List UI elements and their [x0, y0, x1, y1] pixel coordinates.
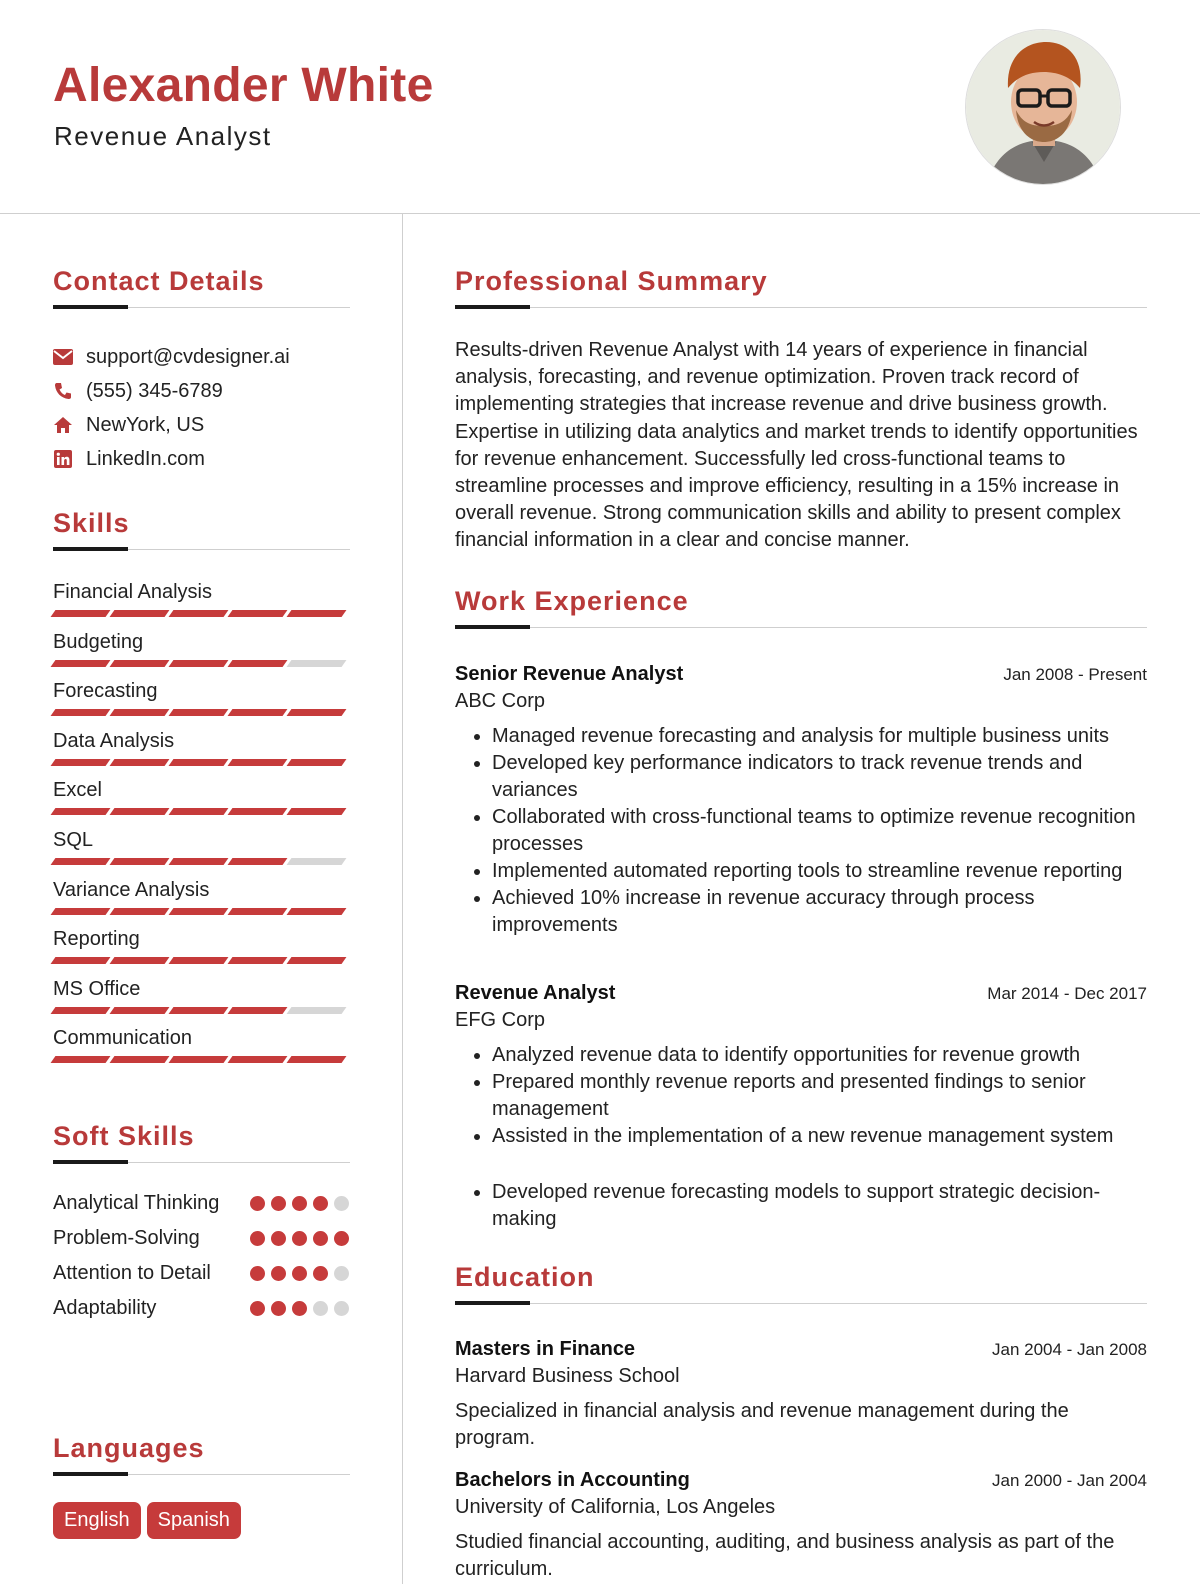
contact-linkedin-text: LinkedIn.com [86, 447, 205, 470]
skill-label: Communication [53, 1027, 192, 1050]
skill-level-segment [287, 759, 347, 766]
skill-level-segment [51, 759, 111, 766]
job-bullet: • Developed revenue forecasting models to support strategic decision-making [492, 1179, 1147, 1233]
rating-dot [292, 1231, 307, 1246]
contact-phone-text: (555) 345-6789 [86, 379, 223, 402]
skill-level-segment [51, 957, 111, 964]
skill-level-segment [287, 610, 347, 617]
skill-level-segment [228, 858, 288, 865]
skill-item [53, 925, 349, 975]
skill-item [53, 876, 349, 926]
rating-dot [271, 1266, 286, 1281]
soft-skill-item [53, 1260, 349, 1287]
job-bullet: • Collaborated with cross-functional teams to optimize revenue recognition processes [492, 804, 1147, 858]
skill-level-segment [110, 808, 170, 815]
job-company: EFG Corp [455, 1009, 546, 1031]
soft-skill-item [53, 1190, 349, 1217]
language-badge: Spanish [147, 1502, 241, 1539]
contact-heading: Contact Details [53, 266, 265, 296]
job-bullets [455, 1042, 1147, 1233]
rating-dot [313, 1266, 328, 1281]
summary-heading: Professional Summary [455, 266, 768, 296]
job-bullet: • Achieved 10% increase in revenue accuracy through process improvements [492, 885, 1147, 939]
rating-dot [334, 1301, 349, 1316]
rating-dot [271, 1301, 286, 1316]
school-name: Harvard Business School [455, 1365, 680, 1387]
skill-level-segment [110, 610, 170, 617]
job-role: Revenue Analyst [455, 982, 616, 1004]
work-heading: Work Experience [455, 586, 689, 616]
skill-level-segment [110, 957, 170, 964]
job-company: ABC Corp [455, 690, 546, 712]
skill-level-bar [53, 709, 349, 716]
soft-skills-heading: Soft Skills [53, 1121, 195, 1151]
job-bullet: • Analyzed revenue data to identify opportunities for revenue growth [492, 1042, 1147, 1069]
languages-heading-rule [53, 1474, 350, 1475]
skill-level-bar [53, 858, 349, 865]
soft-skill-label: Analytical Thinking [53, 1192, 220, 1214]
skill-level-bar [53, 660, 349, 667]
contact-location-text: NewYork, US [86, 413, 205, 436]
skills-heading-rule [53, 549, 350, 550]
degree-date: Jan 2000 - Jan 2004 [991, 1471, 1147, 1490]
skill-level-segment [228, 1007, 288, 1014]
skills-heading: Skills [53, 508, 130, 538]
resume-header [0, 0, 1200, 214]
skill-level-segment [110, 660, 170, 667]
skill-level-segment [169, 1007, 229, 1014]
skill-level-segment [110, 908, 170, 915]
job-bullet: • Managed revenue forecasting and analysis for multiple business units [492, 723, 1147, 750]
education-heading: Education [455, 1262, 595, 1292]
skill-level-segment [51, 660, 111, 667]
education-heading-rule [455, 1303, 1147, 1304]
skill-item [53, 628, 349, 678]
skill-level-segment [287, 908, 347, 915]
skill-item [53, 776, 349, 826]
rating-dot [250, 1196, 265, 1211]
rating-dot [313, 1301, 328, 1316]
skill-level-segment [110, 1007, 170, 1014]
job-bullet: • Implemented automated reporting tools to streamline revenue reporting [492, 858, 1147, 885]
skill-label: Forecasting [53, 680, 158, 703]
skill-label: MS Office [53, 977, 141, 1000]
skill-level-segment [287, 957, 347, 964]
skill-level-bar [53, 1007, 349, 1014]
skill-level-bar [53, 957, 349, 964]
skill-item [53, 1024, 349, 1074]
linkedin-icon [53, 449, 73, 469]
skill-level-bar [53, 1056, 349, 1063]
education-entry [455, 1338, 1147, 1452]
soft-skill-label: Adaptability [53, 1297, 157, 1319]
skill-level-segment [169, 908, 229, 915]
contact-heading-rule [53, 307, 350, 308]
skill-level-segment [228, 908, 288, 915]
skill-level-segment [169, 759, 229, 766]
skill-item [53, 677, 349, 727]
education-entry [455, 1469, 1147, 1583]
skill-label: Data Analysis [53, 729, 175, 752]
soft-skill-item [53, 1295, 349, 1322]
candidate-name: Alexander White [53, 59, 434, 112]
contact-list [53, 340, 353, 476]
phone-icon [53, 381, 73, 401]
languages-list [53, 1502, 241, 1539]
skill-level-segment [228, 1056, 288, 1063]
contact-location [53, 408, 353, 442]
skill-level-segment [51, 709, 111, 716]
rating-dot [313, 1231, 328, 1246]
rating-dot [292, 1301, 307, 1316]
job-entry [455, 982, 1147, 1233]
soft-skill-label: Attention to Detail [53, 1262, 211, 1284]
soft-skill-label: Problem-Solving [53, 1227, 200, 1249]
degree-description: Studied financial accounting, auditing, and business analysis as part of the curriculum. [455, 1531, 1115, 1580]
skill-level-segment [169, 610, 229, 617]
skill-level-segment [287, 1007, 347, 1014]
skill-label: Excel [53, 779, 102, 802]
rating-dot [292, 1196, 307, 1211]
skill-level-segment [228, 660, 288, 667]
contact-phone[interactable] [53, 374, 353, 408]
skill-level-segment [110, 709, 170, 716]
skill-level-segment [169, 709, 229, 716]
language-badge: English [53, 1502, 141, 1539]
soft-skills-list [53, 1190, 349, 1330]
skill-item [53, 975, 349, 1025]
rating-dot [292, 1266, 307, 1281]
skill-level-segment [110, 1056, 170, 1063]
skill-label: Reporting [53, 928, 140, 951]
rating-dot [250, 1301, 265, 1316]
rating-dot [313, 1196, 328, 1211]
degree-name: Masters in Finance [455, 1338, 636, 1360]
skill-level-segment [110, 759, 170, 766]
skill-level-segment [169, 1056, 229, 1063]
languages-heading: Languages [53, 1433, 205, 1463]
skill-level-segment [228, 759, 288, 766]
skill-level-segment [51, 610, 111, 617]
job-bullet: • Prepared monthly revenue reports and presented findings to senior management [492, 1069, 1147, 1123]
skill-level-bar [53, 908, 349, 915]
skill-level-segment [51, 1056, 111, 1063]
skill-level-segment [228, 957, 288, 964]
skill-level-segment [287, 858, 347, 865]
soft-skill-rating [250, 1295, 349, 1316]
skill-level-segment [51, 908, 111, 915]
skill-item [53, 826, 349, 876]
work-heading-rule [455, 627, 1147, 628]
job-role: Senior Revenue Analyst [455, 663, 684, 685]
skill-item [53, 578, 349, 628]
skill-level-segment [51, 1007, 111, 1014]
job-bullet: • Assisted in the implementation of a new revenue management system [492, 1123, 1147, 1150]
skill-level-segment [287, 808, 347, 815]
skill-level-bar [53, 808, 349, 815]
job-date: Mar 2014 - Dec 2017 [987, 984, 1147, 1003]
school-name: University of California, Los Angeles [455, 1496, 776, 1518]
summary-heading-rule [455, 307, 1147, 308]
skill-level-segment [287, 709, 347, 716]
rating-dot [334, 1266, 349, 1281]
skill-level-segment [169, 808, 229, 815]
job-bullets [455, 723, 1147, 939]
column-divider [402, 214, 403, 1584]
soft-skill-rating [250, 1190, 349, 1211]
candidate-title: Revenue Analyst [54, 121, 272, 151]
rating-dot [250, 1266, 265, 1281]
skill-level-segment [169, 858, 229, 865]
soft-skills-heading-rule [53, 1162, 350, 1163]
skill-level-segment [51, 808, 111, 815]
rating-dot [271, 1196, 286, 1211]
rating-dot [334, 1231, 349, 1246]
contact-linkedin[interactable] [53, 442, 353, 476]
summary-text: Results-driven Revenue Analyst with 14 years of experience in financial analysis, forecasting, and revenue optimization. Proven track record of implementing strategies that increase revenue and drive business growth. Expertise in utilizing data analytics and market trends to identify opportunities for revenue enhancement. Successfully led cross-functional teams to streamline processes and improve efficiency, resulting in a 15% increase in overall revenue. Strong communication skills and ability to present complex financial information in a clear and concise manner. [455, 339, 1138, 552]
skill-label: Financial Analysis [53, 581, 212, 603]
skill-level-segment [51, 858, 111, 865]
skill-label: Budgeting [53, 630, 144, 653]
job-date: Jan 2008 - Present [1003, 665, 1147, 684]
contact-email-text: support@cvdesigner.ai [86, 345, 290, 368]
skill-level-segment [169, 957, 229, 964]
degree-date: Jan 2004 - Jan 2008 [991, 1340, 1147, 1359]
rating-dot [250, 1231, 265, 1246]
skill-item [53, 727, 349, 777]
skill-label: SQL [53, 828, 94, 851]
skill-level-segment [287, 660, 347, 667]
soft-skill-rating [250, 1260, 349, 1281]
degree-name: Bachelors in Accounting [455, 1469, 690, 1491]
contact-email[interactable] [53, 340, 353, 374]
skill-level-segment [228, 709, 288, 716]
skill-level-segment [228, 610, 288, 617]
skill-level-bar [53, 610, 349, 617]
soft-skill-rating [250, 1225, 349, 1246]
skill-label: Variance Analysis [53, 878, 210, 901]
rating-dot [334, 1196, 349, 1211]
rating-dot [271, 1231, 286, 1246]
profile-photo [965, 29, 1121, 185]
home-icon [53, 415, 73, 435]
job-bullet: • Developed key performance indicators to track revenue trends and variances [492, 750, 1147, 804]
degree-description: Specialized in financial analysis and revenue management during the program. [455, 1400, 1069, 1449]
skill-level-segment [169, 660, 229, 667]
soft-skill-item [53, 1225, 349, 1252]
skill-level-bar [53, 759, 349, 766]
skill-level-segment [228, 808, 288, 815]
job-entry [455, 663, 1147, 939]
skill-level-segment [287, 1056, 347, 1063]
envelope-icon [53, 347, 73, 367]
skill-level-segment [110, 858, 170, 865]
skills-list [53, 578, 349, 1074]
